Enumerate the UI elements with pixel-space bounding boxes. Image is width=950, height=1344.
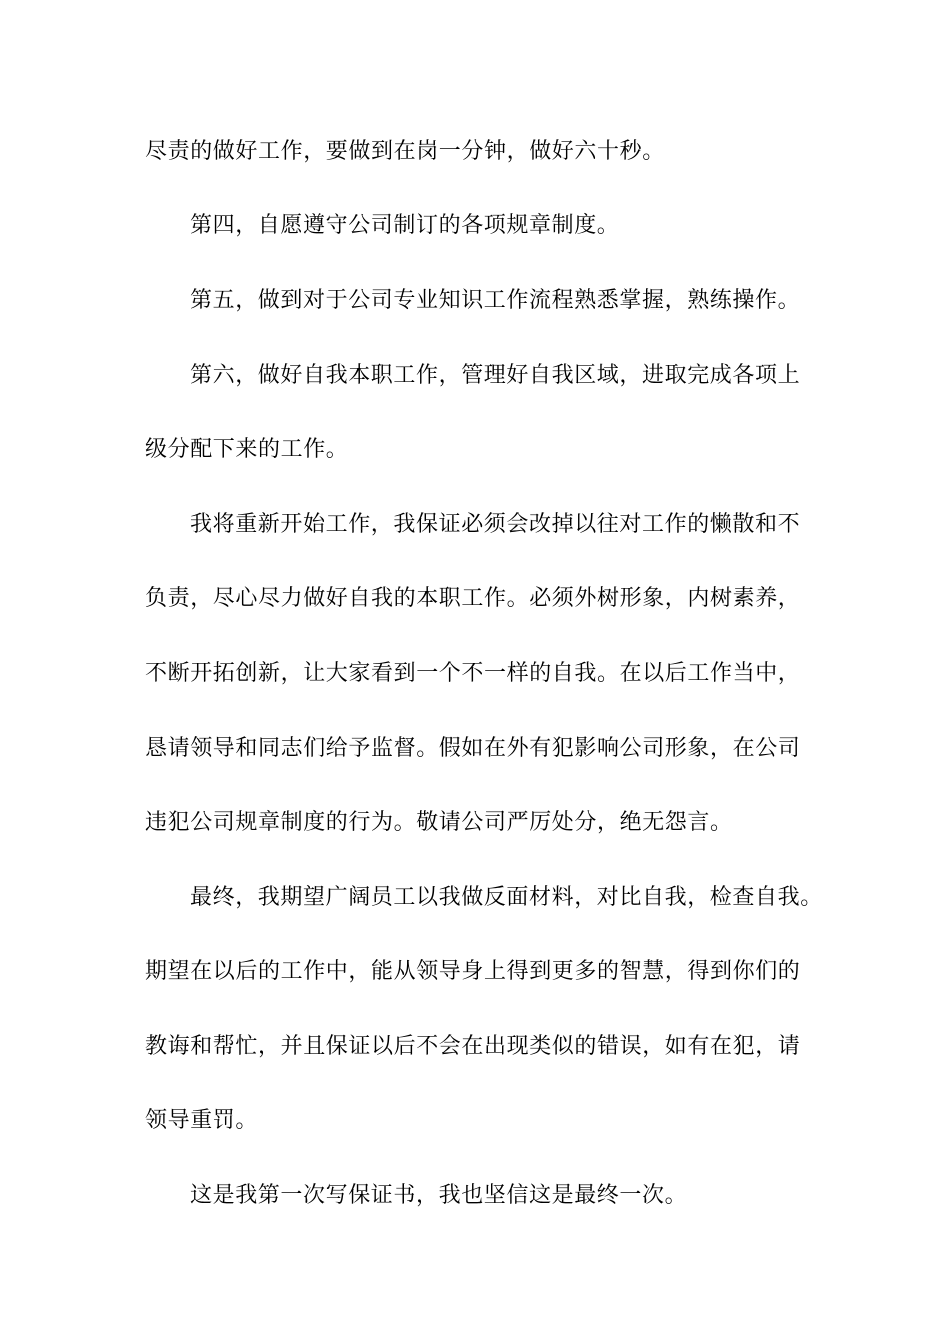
- text-line: 我将重新开始工作，我保证必须会改掉以往对工作的懒散和不: [190, 512, 801, 537]
- text-line: 领导重罚。: [145, 1108, 259, 1133]
- text-line: 期望在以后的工作中，能从领导身上得到更多的智慧，得到你们的: [145, 959, 801, 984]
- text-line: 违犯公司规章制度的行为。敬请公司严厉处分，绝无怨言。: [145, 810, 733, 835]
- text-line: 负责，尽心尽力做好自我的本职工作。必须外树形象，内树素养，: [145, 586, 801, 611]
- text-line: 最终，我期望广阔员工以我做反面材料，对比自我，检查自我。: [190, 885, 823, 910]
- text-line: 级分配下来的工作。: [145, 437, 349, 462]
- text-line: 这是我第一次写保证书，我也坚信这是最终一次。: [190, 1183, 688, 1208]
- text-line: 教诲和帮忙，并且保证以后不会在出现类似的错误，如有在犯，请: [145, 1034, 801, 1059]
- text-line: 第五，做到对于公司专业知识工作流程熟悉掌握，熟练操作。: [190, 288, 801, 313]
- text-line: 恳请领导和同志们给予监督。假如在外有犯影响公司形象，在公司: [145, 736, 801, 761]
- text-line: 第四，自愿遵守公司制订的各项规章制度。: [190, 213, 620, 238]
- text-line: 第六，做好自我本职工作，管理好自我区域，进取完成各项上: [190, 363, 801, 388]
- text-line: 尽责的做好工作，要做到在岗一分钟，做好六十秒。: [145, 139, 665, 164]
- text-line: 不断开拓创新，让大家看到一个不一样的自我。在以后工作当中，: [145, 661, 801, 686]
